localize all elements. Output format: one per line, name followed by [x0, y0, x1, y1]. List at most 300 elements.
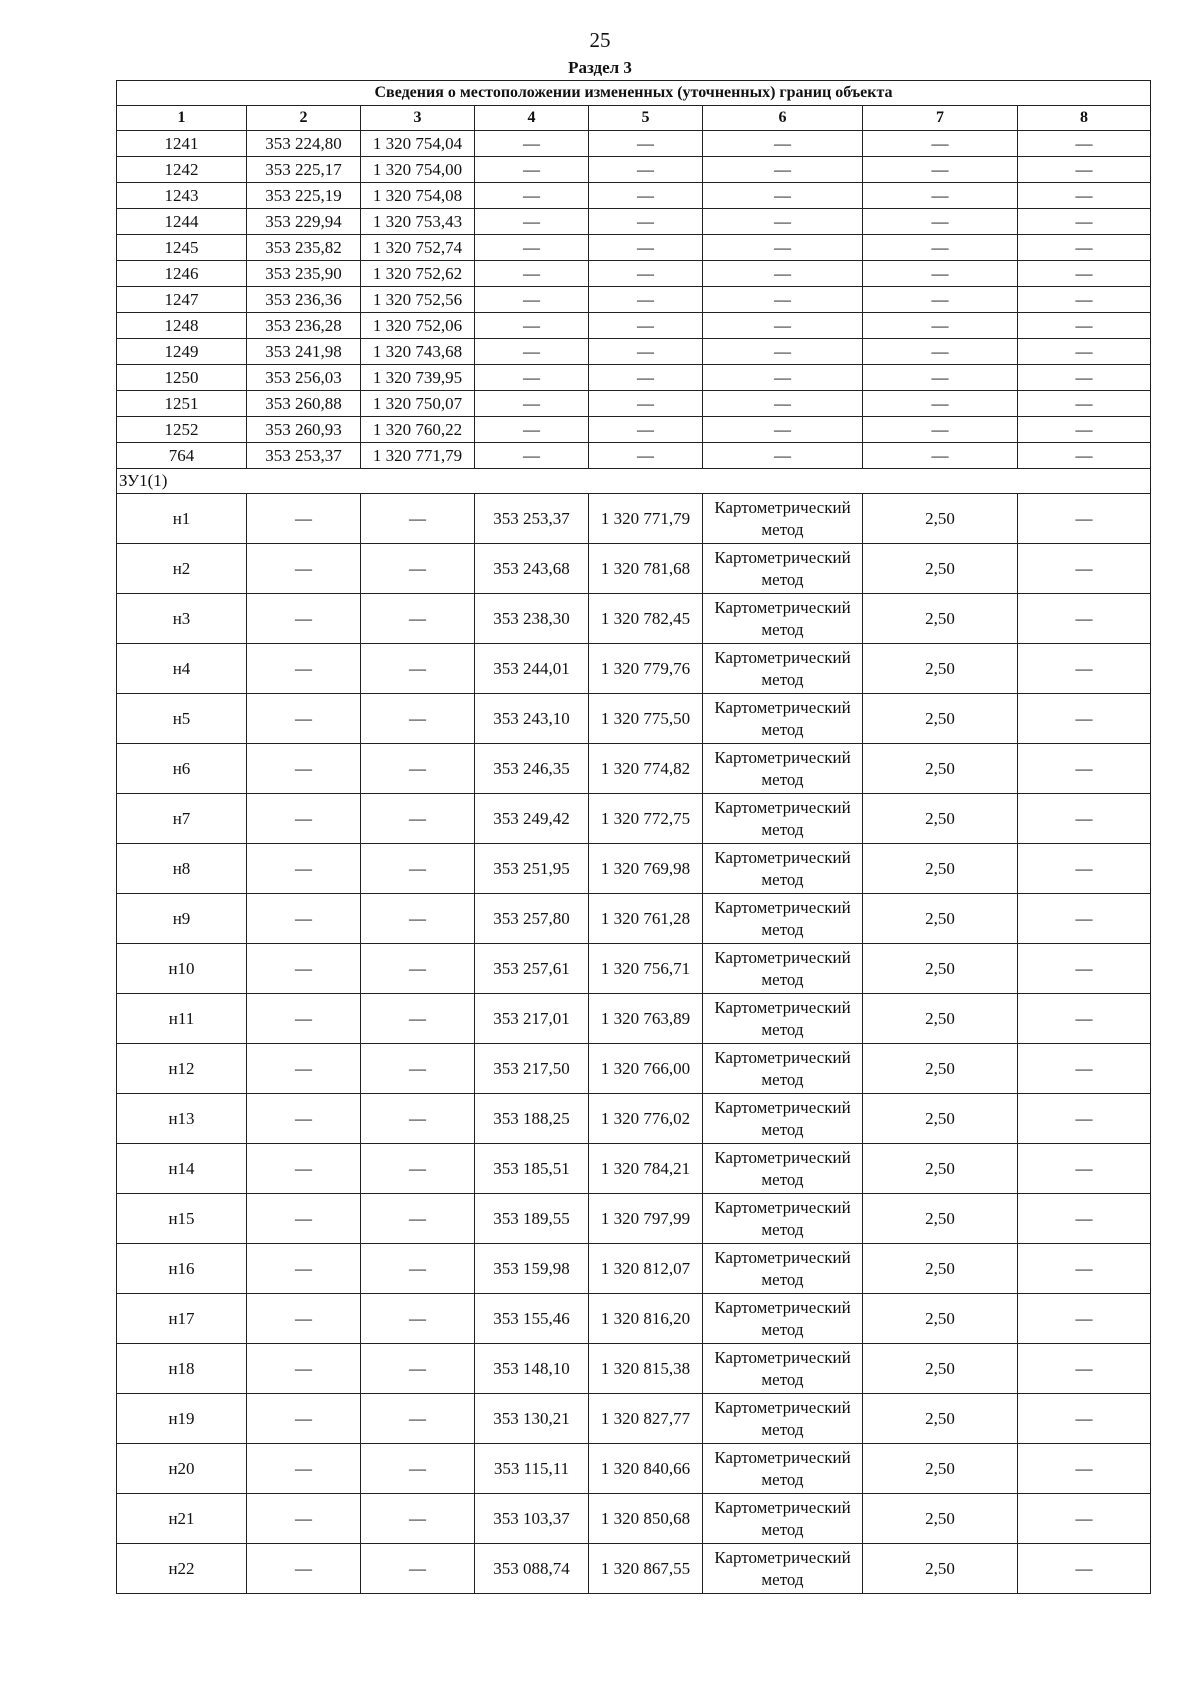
- empty-value-cell: —: [361, 694, 475, 744]
- method-cell: Картометрический метод: [703, 794, 863, 844]
- accuracy-cell: 2,50: [863, 1494, 1018, 1544]
- empty-value-cell: —: [1018, 1544, 1151, 1594]
- empty-value-cell: —: [475, 313, 589, 339]
- new-y-cell: 1 320 772,75: [589, 794, 703, 844]
- empty-value-cell: —: [361, 744, 475, 794]
- old-x-cell: 353 225,17: [247, 157, 361, 183]
- empty-value-cell: —: [361, 1494, 475, 1544]
- accuracy-cell: 2,50: [863, 1244, 1018, 1294]
- table-row: [117, 261, 1151, 287]
- empty-value-cell: —: [589, 183, 703, 209]
- accuracy-cell: 2,50: [863, 1394, 1018, 1444]
- empty-value-cell: —: [1018, 994, 1151, 1044]
- empty-value-cell: —: [247, 694, 361, 744]
- column-header: 4: [475, 106, 589, 131]
- empty-value-cell: —: [863, 339, 1018, 365]
- point-id-cell: н21: [117, 1494, 247, 1544]
- table-row: [117, 1094, 1151, 1144]
- empty-value-cell: —: [475, 287, 589, 313]
- empty-value-cell: —: [703, 365, 863, 391]
- old-y-cell: 1 320 743,68: [361, 339, 475, 365]
- new-y-cell: 1 320 850,68: [589, 1494, 703, 1544]
- point-id-cell: 764: [117, 443, 247, 469]
- table-row: [117, 1394, 1151, 1444]
- table-row: [117, 694, 1151, 744]
- empty-value-cell: —: [589, 313, 703, 339]
- parcel-label: ЗУ1(1): [117, 469, 1151, 494]
- accuracy-cell: 2,50: [863, 794, 1018, 844]
- point-id-cell: 1251: [117, 391, 247, 417]
- old-y-cell: 1 320 754,04: [361, 131, 475, 157]
- point-id-cell: н12: [117, 1044, 247, 1094]
- new-x-cell: 353 217,01: [475, 994, 589, 1044]
- new-x-cell: 353 246,35: [475, 744, 589, 794]
- new-x-cell: 353 148,10: [475, 1344, 589, 1394]
- empty-value-cell: —: [361, 844, 475, 894]
- accuracy-cell: 2,50: [863, 894, 1018, 944]
- empty-value-cell: —: [703, 157, 863, 183]
- old-x-cell: 353 236,36: [247, 287, 361, 313]
- empty-value-cell: —: [1018, 694, 1151, 744]
- new-x-cell: 353 130,21: [475, 1394, 589, 1444]
- new-y-cell: 1 320 840,66: [589, 1444, 703, 1494]
- new-x-cell: 353 217,50: [475, 1044, 589, 1094]
- empty-value-cell: —: [863, 235, 1018, 261]
- empty-value-cell: —: [589, 443, 703, 469]
- method-cell: Картометрический метод: [703, 1294, 863, 1344]
- empty-value-cell: —: [863, 417, 1018, 443]
- empty-value-cell: —: [863, 209, 1018, 235]
- point-id-cell: н9: [117, 894, 247, 944]
- empty-value-cell: —: [863, 391, 1018, 417]
- empty-value-cell: —: [361, 644, 475, 694]
- empty-value-cell: —: [361, 1244, 475, 1294]
- empty-value-cell: —: [1018, 339, 1151, 365]
- table-body: [117, 131, 1151, 1594]
- empty-value-cell: —: [863, 443, 1018, 469]
- new-x-cell: 353 115,11: [475, 1444, 589, 1494]
- accuracy-cell: 2,50: [863, 594, 1018, 644]
- empty-value-cell: —: [247, 1544, 361, 1594]
- table-row: [117, 443, 1151, 469]
- empty-value-cell: —: [361, 1094, 475, 1144]
- empty-value-cell: —: [703, 209, 863, 235]
- point-id-cell: 1243: [117, 183, 247, 209]
- point-id-cell: н13: [117, 1094, 247, 1144]
- table-row: [117, 365, 1151, 391]
- table-row: [117, 235, 1151, 261]
- empty-value-cell: —: [1018, 131, 1151, 157]
- point-id-cell: 1247: [117, 287, 247, 313]
- empty-value-cell: —: [1018, 1044, 1151, 1094]
- table-row: [117, 1544, 1151, 1594]
- empty-value-cell: —: [703, 131, 863, 157]
- new-x-cell: 353 185,51: [475, 1144, 589, 1194]
- empty-value-cell: —: [589, 417, 703, 443]
- point-id-cell: 1249: [117, 339, 247, 365]
- empty-value-cell: —: [1018, 1194, 1151, 1244]
- section-title: Раздел 3: [568, 58, 632, 77]
- table-row: [117, 744, 1151, 794]
- empty-value-cell: —: [361, 1144, 475, 1194]
- empty-value-cell: —: [589, 391, 703, 417]
- new-x-cell: 353 244,01: [475, 644, 589, 694]
- empty-value-cell: —: [863, 365, 1018, 391]
- empty-value-cell: —: [703, 261, 863, 287]
- empty-value-cell: —: [247, 1494, 361, 1544]
- table-row: [117, 494, 1151, 544]
- new-y-cell: 1 320 766,00: [589, 1044, 703, 1094]
- new-x-cell: 353 103,37: [475, 1494, 589, 1544]
- empty-value-cell: —: [589, 209, 703, 235]
- empty-value-cell: —: [863, 157, 1018, 183]
- old-x-cell: 353 256,03: [247, 365, 361, 391]
- empty-value-cell: —: [361, 1044, 475, 1094]
- point-id-cell: 1241: [117, 131, 247, 157]
- new-y-cell: 1 320 784,21: [589, 1144, 703, 1194]
- new-x-cell: 353 088,74: [475, 1544, 589, 1594]
- empty-value-cell: —: [361, 1394, 475, 1444]
- old-y-cell: 1 320 752,06: [361, 313, 475, 339]
- new-x-cell: 353 243,68: [475, 544, 589, 594]
- method-cell: Картометрический метод: [703, 844, 863, 894]
- boundary-table: [116, 80, 1151, 1594]
- point-id-cell: н22: [117, 1544, 247, 1594]
- old-x-cell: 353 260,93: [247, 417, 361, 443]
- table-row: [117, 1494, 1151, 1544]
- empty-value-cell: —: [589, 339, 703, 365]
- empty-value-cell: —: [475, 235, 589, 261]
- old-y-cell: 1 320 753,43: [361, 209, 475, 235]
- new-x-cell: 353 159,98: [475, 1244, 589, 1294]
- table-row: [117, 1294, 1151, 1344]
- empty-value-cell: —: [1018, 744, 1151, 794]
- accuracy-cell: 2,50: [863, 944, 1018, 994]
- point-id-cell: н18: [117, 1344, 247, 1394]
- table-row: [117, 339, 1151, 365]
- empty-value-cell: —: [1018, 944, 1151, 994]
- empty-value-cell: —: [703, 443, 863, 469]
- accuracy-cell: 2,50: [863, 1294, 1018, 1344]
- empty-value-cell: —: [703, 183, 863, 209]
- table-row: [117, 794, 1151, 844]
- method-cell: Картометрический метод: [703, 494, 863, 544]
- empty-value-cell: —: [361, 1194, 475, 1244]
- empty-value-cell: —: [1018, 544, 1151, 594]
- new-y-cell: 1 320 797,99: [589, 1194, 703, 1244]
- empty-value-cell: —: [361, 944, 475, 994]
- empty-value-cell: —: [1018, 287, 1151, 313]
- point-id-cell: 1244: [117, 209, 247, 235]
- table-row: [117, 391, 1151, 417]
- old-y-cell: 1 320 754,00: [361, 157, 475, 183]
- empty-value-cell: —: [1018, 183, 1151, 209]
- new-x-cell: 353 253,37: [475, 494, 589, 544]
- accuracy-cell: 2,50: [863, 1044, 1018, 1094]
- table-row: [117, 287, 1151, 313]
- empty-value-cell: —: [361, 1344, 475, 1394]
- old-x-cell: 353 224,80: [247, 131, 361, 157]
- new-y-cell: 1 320 761,28: [589, 894, 703, 944]
- point-id-cell: н5: [117, 694, 247, 744]
- old-x-cell: 353 225,19: [247, 183, 361, 209]
- point-id-cell: н1: [117, 494, 247, 544]
- old-y-cell: 1 320 771,79: [361, 443, 475, 469]
- old-x-cell: 353 236,28: [247, 313, 361, 339]
- empty-value-cell: —: [475, 339, 589, 365]
- method-cell: Картометрический метод: [703, 1094, 863, 1144]
- accuracy-cell: 2,50: [863, 1144, 1018, 1194]
- point-id-cell: 1250: [117, 365, 247, 391]
- method-cell: Картометрический метод: [703, 1444, 863, 1494]
- new-x-cell: 353 243,10: [475, 694, 589, 744]
- empty-value-cell: —: [361, 1444, 475, 1494]
- point-id-cell: н17: [117, 1294, 247, 1344]
- table-row: [117, 313, 1151, 339]
- method-cell: Картометрический метод: [703, 1244, 863, 1294]
- empty-value-cell: —: [1018, 1344, 1151, 1394]
- new-y-cell: 1 320 815,38: [589, 1344, 703, 1394]
- empty-value-cell: —: [247, 1094, 361, 1144]
- empty-value-cell: —: [475, 183, 589, 209]
- empty-value-cell: —: [589, 365, 703, 391]
- table-row: [117, 157, 1151, 183]
- point-id-cell: н20: [117, 1444, 247, 1494]
- old-x-cell: 353 260,88: [247, 391, 361, 417]
- accuracy-cell: 2,50: [863, 494, 1018, 544]
- point-id-cell: н7: [117, 794, 247, 844]
- empty-value-cell: —: [1018, 235, 1151, 261]
- new-y-cell: 1 320 779,76: [589, 644, 703, 694]
- new-y-cell: 1 320 827,77: [589, 1394, 703, 1444]
- empty-value-cell: —: [247, 594, 361, 644]
- old-y-cell: 1 320 754,08: [361, 183, 475, 209]
- column-header: 7: [863, 106, 1018, 131]
- old-x-cell: 353 235,90: [247, 261, 361, 287]
- point-id-cell: н10: [117, 944, 247, 994]
- point-id-cell: н11: [117, 994, 247, 1044]
- new-x-cell: 353 155,46: [475, 1294, 589, 1344]
- empty-value-cell: —: [475, 365, 589, 391]
- empty-value-cell: —: [703, 287, 863, 313]
- new-y-cell: 1 320 782,45: [589, 594, 703, 644]
- new-y-cell: 1 320 776,02: [589, 1094, 703, 1144]
- new-y-cell: 1 320 781,68: [589, 544, 703, 594]
- table-row: [117, 994, 1151, 1044]
- accuracy-cell: 2,50: [863, 694, 1018, 744]
- parcel-label-row: [117, 469, 1151, 494]
- empty-value-cell: —: [1018, 794, 1151, 844]
- empty-value-cell: —: [1018, 1244, 1151, 1294]
- table-row: [117, 844, 1151, 894]
- new-x-cell: 353 251,95: [475, 844, 589, 894]
- point-id-cell: н14: [117, 1144, 247, 1194]
- empty-value-cell: —: [361, 794, 475, 844]
- empty-value-cell: —: [361, 1294, 475, 1344]
- empty-value-cell: —: [863, 261, 1018, 287]
- method-cell: Картометрический метод: [703, 1044, 863, 1094]
- accuracy-cell: 2,50: [863, 1444, 1018, 1494]
- accuracy-cell: 2,50: [863, 644, 1018, 694]
- point-id-cell: н15: [117, 1194, 247, 1244]
- empty-value-cell: —: [361, 494, 475, 544]
- table-row: [117, 944, 1151, 994]
- point-id-cell: н6: [117, 744, 247, 794]
- empty-value-cell: —: [703, 235, 863, 261]
- empty-value-cell: —: [1018, 313, 1151, 339]
- new-x-cell: 353 257,61: [475, 944, 589, 994]
- empty-value-cell: —: [247, 1044, 361, 1094]
- new-x-cell: 353 188,25: [475, 1094, 589, 1144]
- empty-value-cell: —: [863, 287, 1018, 313]
- new-y-cell: 1 320 867,55: [589, 1544, 703, 1594]
- empty-value-cell: —: [475, 131, 589, 157]
- method-cell: Картометрический метод: [703, 544, 863, 594]
- empty-value-cell: —: [475, 157, 589, 183]
- empty-value-cell: —: [247, 994, 361, 1044]
- empty-value-cell: —: [247, 1344, 361, 1394]
- empty-value-cell: —: [1018, 209, 1151, 235]
- empty-value-cell: —: [1018, 894, 1151, 944]
- method-cell: Картометрический метод: [703, 1494, 863, 1544]
- method-cell: Картометрический метод: [703, 694, 863, 744]
- method-cell: Картометрический метод: [703, 1344, 863, 1394]
- empty-value-cell: —: [1018, 594, 1151, 644]
- new-y-cell: 1 320 775,50: [589, 694, 703, 744]
- empty-value-cell: —: [247, 944, 361, 994]
- method-cell: Картометрический метод: [703, 1544, 863, 1594]
- point-id-cell: 1242: [117, 157, 247, 183]
- empty-value-cell: —: [361, 994, 475, 1044]
- new-x-cell: 353 189,55: [475, 1194, 589, 1244]
- table-row: [117, 1144, 1151, 1194]
- point-id-cell: 1252: [117, 417, 247, 443]
- page-number: 25: [589, 28, 611, 52]
- empty-value-cell: —: [247, 544, 361, 594]
- column-header: 8: [1018, 106, 1151, 131]
- method-cell: Картометрический метод: [703, 994, 863, 1044]
- method-cell: Картометрический метод: [703, 594, 863, 644]
- method-cell: Картометрический метод: [703, 894, 863, 944]
- table-row: [117, 644, 1151, 694]
- empty-value-cell: —: [589, 261, 703, 287]
- empty-value-cell: —: [1018, 1294, 1151, 1344]
- new-y-cell: 1 320 774,82: [589, 744, 703, 794]
- empty-value-cell: —: [589, 157, 703, 183]
- empty-value-cell: —: [589, 131, 703, 157]
- point-id-cell: н2: [117, 544, 247, 594]
- accuracy-cell: 2,50: [863, 844, 1018, 894]
- empty-value-cell: —: [361, 544, 475, 594]
- accuracy-cell: 2,50: [863, 544, 1018, 594]
- empty-value-cell: —: [247, 744, 361, 794]
- empty-value-cell: —: [247, 494, 361, 544]
- empty-value-cell: —: [247, 894, 361, 944]
- table-row: [117, 1044, 1151, 1094]
- point-id-cell: н8: [117, 844, 247, 894]
- empty-value-cell: —: [863, 131, 1018, 157]
- empty-value-cell: —: [703, 391, 863, 417]
- empty-value-cell: —: [247, 1294, 361, 1344]
- method-cell: Картометрический метод: [703, 1394, 863, 1444]
- new-x-cell: 353 238,30: [475, 594, 589, 644]
- table-row: [117, 544, 1151, 594]
- new-y-cell: 1 320 816,20: [589, 1294, 703, 1344]
- empty-value-cell: —: [247, 1394, 361, 1444]
- empty-value-cell: —: [247, 644, 361, 694]
- accuracy-cell: 2,50: [863, 1544, 1018, 1594]
- empty-value-cell: —: [361, 594, 475, 644]
- column-header: 1: [117, 106, 247, 131]
- table-row: [117, 131, 1151, 157]
- point-id-cell: 1248: [117, 313, 247, 339]
- old-x-cell: 353 235,82: [247, 235, 361, 261]
- table-row: [117, 1344, 1151, 1394]
- empty-value-cell: —: [703, 313, 863, 339]
- empty-value-cell: —: [475, 209, 589, 235]
- old-x-cell: 353 229,94: [247, 209, 361, 235]
- empty-value-cell: —: [1018, 494, 1151, 544]
- method-cell: Картометрический метод: [703, 1144, 863, 1194]
- table-row: [117, 209, 1151, 235]
- empty-value-cell: —: [589, 287, 703, 313]
- table-row: [117, 594, 1151, 644]
- new-y-cell: 1 320 812,07: [589, 1244, 703, 1294]
- empty-value-cell: —: [247, 1444, 361, 1494]
- empty-value-cell: —: [1018, 391, 1151, 417]
- table-caption: Сведения о местоположении измененных (уточненных) границ объекта: [117, 81, 1151, 106]
- column-header: 2: [247, 106, 361, 131]
- column-header: 6: [703, 106, 863, 131]
- old-y-cell: 1 320 760,22: [361, 417, 475, 443]
- empty-value-cell: —: [1018, 261, 1151, 287]
- empty-value-cell: —: [247, 794, 361, 844]
- table-row: [117, 1444, 1151, 1494]
- empty-value-cell: —: [361, 1544, 475, 1594]
- empty-value-cell: —: [1018, 644, 1151, 694]
- old-y-cell: 1 320 739,95: [361, 365, 475, 391]
- point-id-cell: 1245: [117, 235, 247, 261]
- column-header: 3: [361, 106, 475, 131]
- accuracy-cell: 2,50: [863, 994, 1018, 1044]
- empty-value-cell: —: [247, 1194, 361, 1244]
- table-row: [117, 417, 1151, 443]
- column-header-row: [117, 106, 1151, 131]
- old-y-cell: 1 320 750,07: [361, 391, 475, 417]
- empty-value-cell: —: [1018, 1094, 1151, 1144]
- old-y-cell: 1 320 752,74: [361, 235, 475, 261]
- method-cell: Картометрический метод: [703, 1194, 863, 1244]
- method-cell: Картометрический метод: [703, 944, 863, 994]
- empty-value-cell: —: [1018, 443, 1151, 469]
- new-y-cell: 1 320 756,71: [589, 944, 703, 994]
- method-cell: Картометрический метод: [703, 644, 863, 694]
- accuracy-cell: 2,50: [863, 744, 1018, 794]
- empty-value-cell: —: [1018, 1444, 1151, 1494]
- empty-value-cell: —: [361, 894, 475, 944]
- accuracy-cell: 2,50: [863, 1344, 1018, 1394]
- empty-value-cell: —: [1018, 844, 1151, 894]
- empty-value-cell: —: [703, 339, 863, 365]
- table-row: [117, 183, 1151, 209]
- old-y-cell: 1 320 752,62: [361, 261, 475, 287]
- point-id-cell: н16: [117, 1244, 247, 1294]
- accuracy-cell: 2,50: [863, 1094, 1018, 1144]
- point-id-cell: 1246: [117, 261, 247, 287]
- old-x-cell: 353 253,37: [247, 443, 361, 469]
- empty-value-cell: —: [1018, 417, 1151, 443]
- point-id-cell: н19: [117, 1394, 247, 1444]
